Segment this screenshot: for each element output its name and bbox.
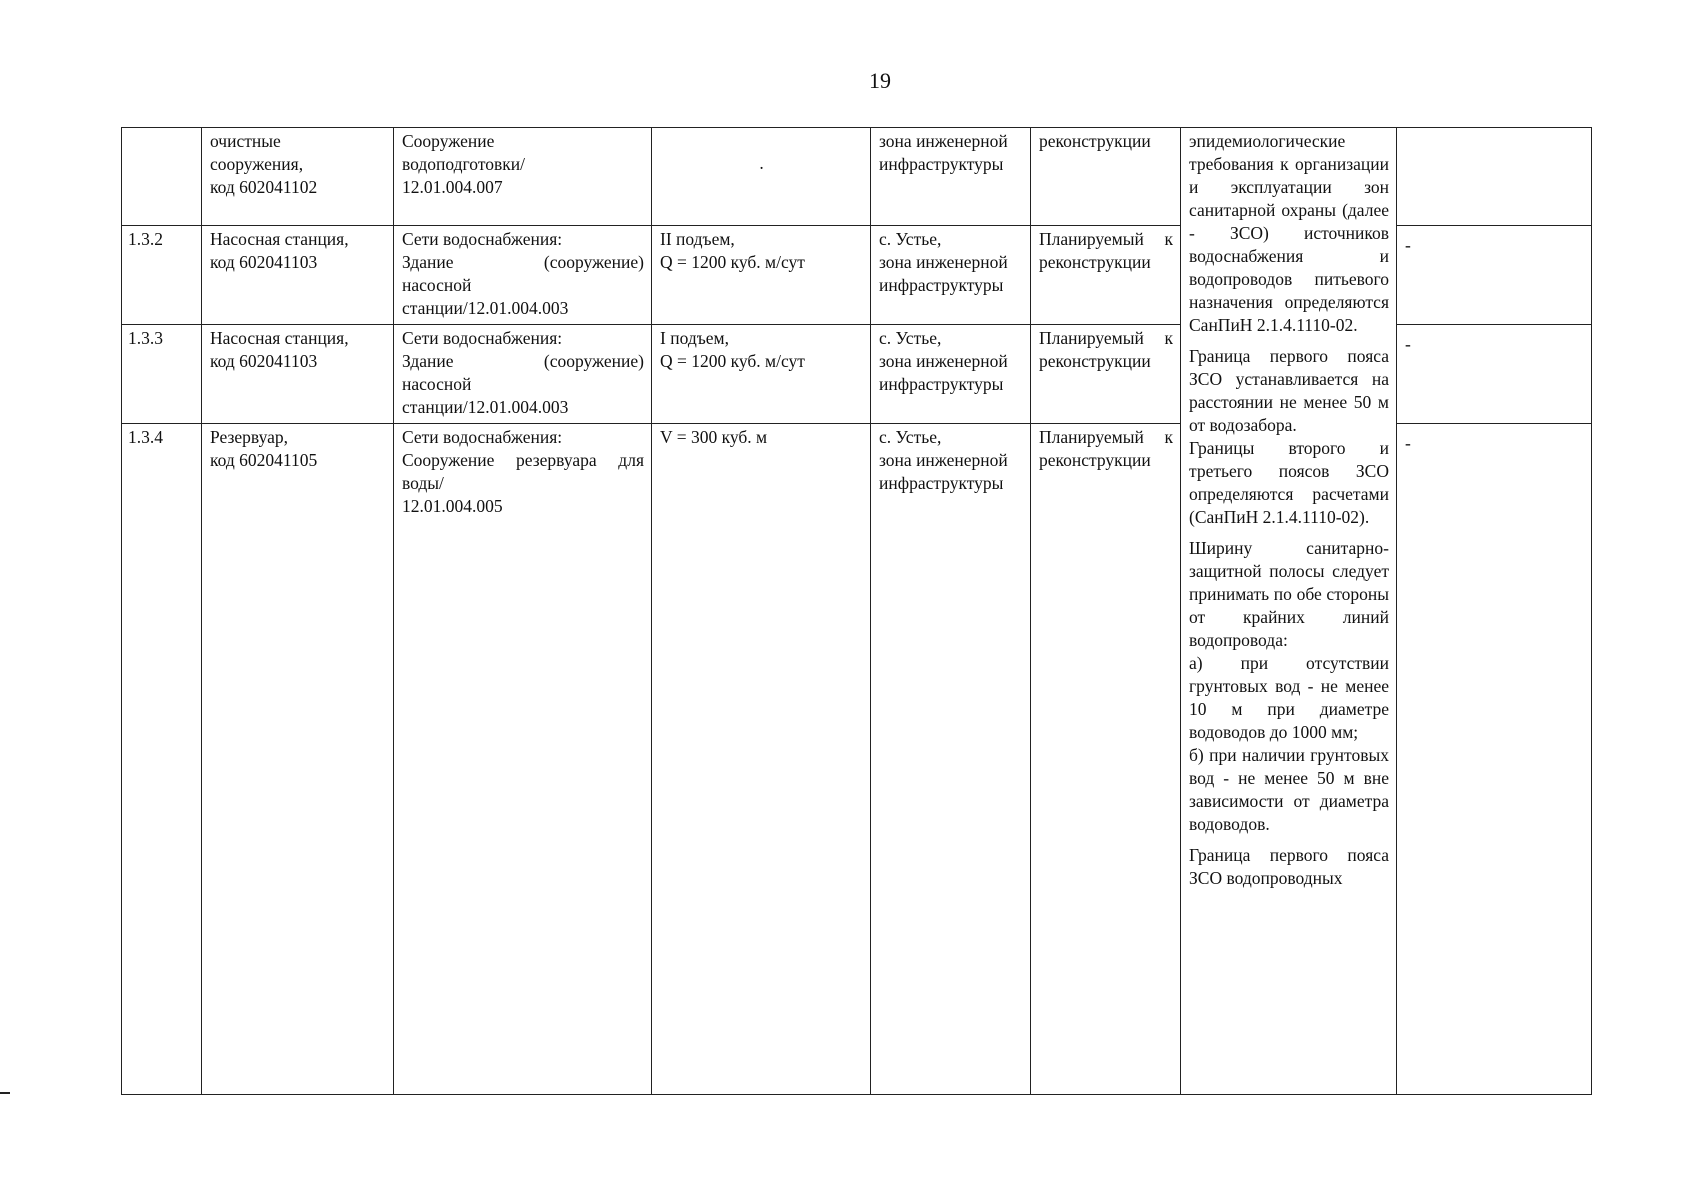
cell-status: реконструкции [1031, 128, 1181, 226]
cell-status: Планируемый к реконструкции [1031, 325, 1181, 424]
cell-name: очистные сооружения, код 602041102 [202, 128, 394, 226]
cell-purpose: Сети водоснабжения: Сооружение резервуара для воды/ 12.01.004.005 [394, 424, 652, 1095]
cell-characteristics: V = 300 куб. м [652, 424, 871, 1095]
cell-characteristics: I подъем, Q = 1200 куб. м/сут [652, 325, 871, 424]
cell-status: Планируемый к реконструкции [1031, 424, 1181, 1095]
edge-mark [0, 1092, 10, 1094]
cell-location: с. Устье, зона инженерной инфраструктуры [871, 424, 1031, 1095]
cell-zone-requirements: эпидемиологические требования к организации и эксплуатации зон санитарной охраны (далее - ЗСО) источников водоснабжения и водопроводов питьевого назначения определяются СанПиН 2.1.4.1110-02. Граница первого пояса ЗСО устанавливается на расстоянии не менее 50 м от водозабора. Границы второго и третьего поясов ЗСО определяются расчетами (СанПиН 2.1.4.1110-02). Ширину санитарно-защитной полосы следует принимать по обе стороны от крайних линий водопровода: а) при отсутствии грунтовых вод - не менее 10 м при диаметре водоводов до 1000 мм; б) при наличии грунтовых вод - не менее 50 м вне зависимости от диаметра водоводов. Граница первого пояса ЗСО водопроводных [1181, 128, 1397, 1095]
cell-location: с. Устье, зона инженерной инфраструктуры [871, 325, 1031, 424]
page-number: 19 [869, 68, 891, 93]
cell-id: 1.3.3 [122, 325, 202, 424]
cell-extra: - [1397, 424, 1592, 1095]
cell-extra: - [1397, 226, 1592, 325]
cell-id: 1.3.2 [122, 226, 202, 325]
cell-status: Планируемый к реконструкции [1031, 226, 1181, 325]
cell-location: с. Устье, зона инженерной инфраструктуры [871, 226, 1031, 325]
cell-id [122, 128, 202, 226]
cell-purpose: Сети водоснабжения: Здание (сооружение) насосной станции/12.01.004.003 [394, 226, 652, 325]
objects-table [121, 127, 1592, 1095]
cell-name: Насосная станция, код 602041103 [202, 226, 394, 325]
cell-name: Насосная станция, код 602041103 [202, 325, 394, 424]
table-row [122, 128, 1592, 226]
cell-name: Резервуар, код 602041105 [202, 424, 394, 1095]
cell-characteristics: II подъем, Q = 1200 куб. м/сут [652, 226, 871, 325]
cell-id: 1.3.4 [122, 424, 202, 1095]
cell-characteristics: . [652, 128, 871, 226]
cell-extra: - [1397, 325, 1592, 424]
cell-purpose: Сооружение водоподготовки/ 12.01.004.007 [394, 128, 652, 226]
cell-extra [1397, 128, 1592, 226]
cell-location: зона инженерной инфраструктуры [871, 128, 1031, 226]
cell-purpose: Сети водоснабжения: Здание (сооружение) насосной станции/12.01.004.003 [394, 325, 652, 424]
